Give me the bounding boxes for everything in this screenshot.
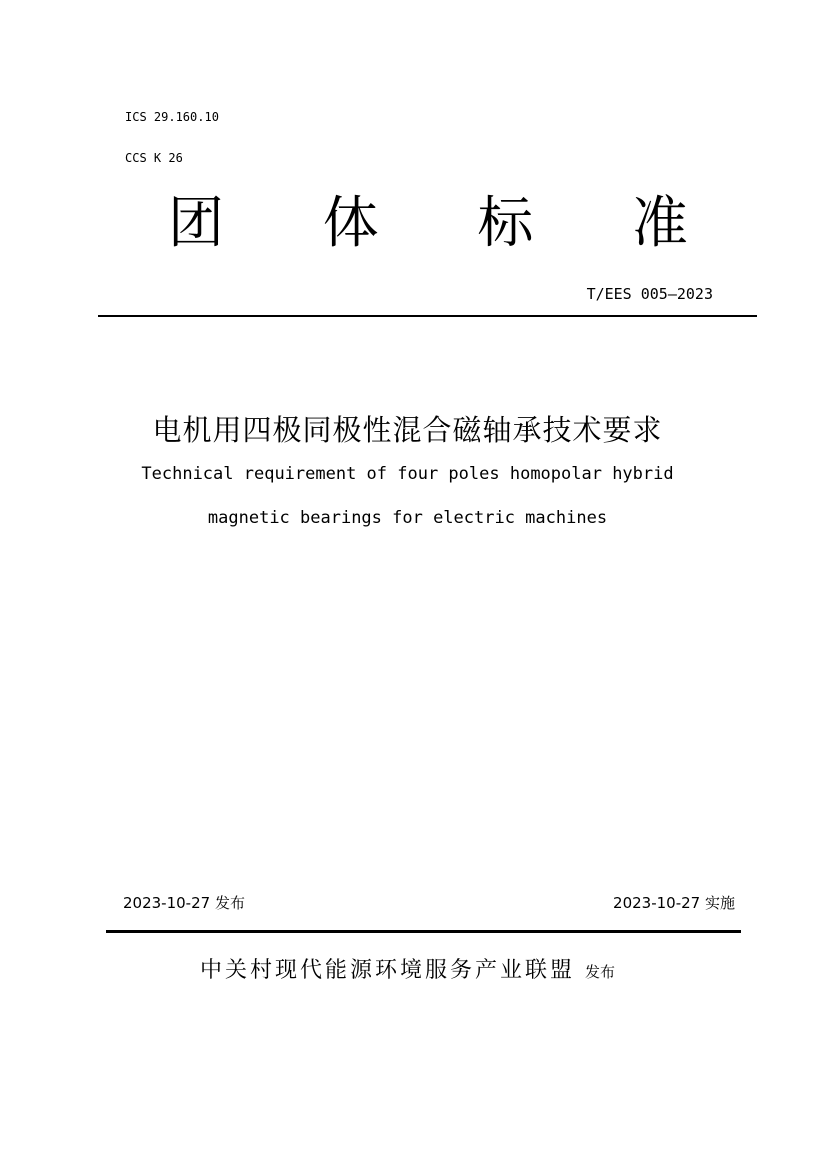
standard-type-char: 团	[168, 191, 224, 256]
standard-type-heading	[168, 191, 688, 256]
issue-date: 2023-10-27 发布	[123, 894, 245, 912]
implementation-date: 2023-10-27 实施	[613, 894, 735, 912]
ccs-code: CCS K 26	[125, 151, 183, 165]
document-title-chinese: 电机用四极同极性混合磁轴承技术要求	[152, 413, 663, 447]
publisher-name: 中关村现代能源环境服务产业联盟	[199, 958, 575, 983]
standard-type-char: 准	[631, 191, 688, 256]
standard-type-char: 体	[322, 191, 379, 256]
ics-code: ICS 29.160.10	[125, 110, 219, 124]
standard-type-char: 标	[477, 191, 534, 256]
document-title-english-line-2: magnetic bearings for electric machines	[207, 508, 608, 528]
publisher-line	[0, 953, 815, 984]
top-divider	[98, 315, 757, 317]
publisher-suffix: 发布	[585, 963, 616, 981]
document-title-english-line-1: Technical requirement of four poles homopolar hybrid	[141, 464, 674, 484]
standard-number: T/EES 005—2023	[586, 285, 713, 303]
bottom-divider	[106, 930, 741, 933]
